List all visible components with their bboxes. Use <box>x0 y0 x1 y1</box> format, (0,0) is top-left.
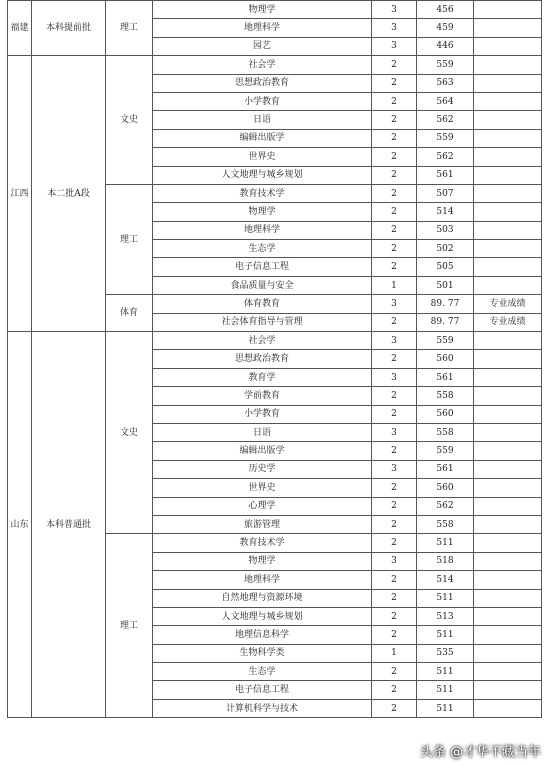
note-cell <box>474 644 542 662</box>
major-cell: 社会学 <box>153 56 372 74</box>
min-score-cell: 511 <box>417 589 474 607</box>
major-cell: 历史学 <box>153 460 372 478</box>
plan-count-cell: 2 <box>372 184 417 202</box>
note-cell <box>474 405 542 423</box>
note-cell <box>474 460 542 478</box>
min-score-cell: 561 <box>417 166 474 184</box>
min-score-cell: 563 <box>417 74 474 92</box>
major-cell: 日语 <box>153 423 372 441</box>
note-cell <box>474 699 542 717</box>
major-cell: 体育教育 <box>153 295 372 313</box>
note-cell <box>474 589 542 607</box>
min-score-cell: 559 <box>417 129 474 147</box>
major-cell: 食品质量与安全 <box>153 276 372 294</box>
major-cell: 小学教育 <box>153 405 372 423</box>
plan-count-cell: 3 <box>372 295 417 313</box>
plan-count-cell: 2 <box>372 148 417 166</box>
note-cell <box>474 479 542 497</box>
major-cell: 自然地理与资源环境 <box>153 589 372 607</box>
major-cell: 学前教育 <box>153 387 372 405</box>
plan-count-cell: 2 <box>372 350 417 368</box>
plan-count-cell: 2 <box>372 515 417 533</box>
plan-count-cell: 2 <box>372 92 417 110</box>
plan-count-cell: 2 <box>372 221 417 239</box>
min-score-cell: 561 <box>417 460 474 478</box>
major-cell: 思想政治教育 <box>153 350 372 368</box>
min-score-cell: 511 <box>417 681 474 699</box>
province-cell: 福建 <box>8 1 32 56</box>
category-cell: 文史 <box>106 56 153 185</box>
watermark: 头条 @才华不藏当年 <box>419 745 541 760</box>
min-score-cell: 501 <box>417 276 474 294</box>
note-cell <box>474 129 542 147</box>
category-cell: 文史 <box>106 332 153 534</box>
table-row <box>8 332 542 350</box>
province-cell: 山东 <box>8 332 32 718</box>
min-score-cell: 511 <box>417 534 474 552</box>
major-cell: 世界史 <box>153 148 372 166</box>
major-cell: 教育技术学 <box>153 534 372 552</box>
note-cell: 专业成绩 <box>474 295 542 313</box>
plan-count-cell: 2 <box>372 258 417 276</box>
min-score-cell: 503 <box>417 221 474 239</box>
plan-count-cell: 2 <box>372 534 417 552</box>
min-score-cell: 560 <box>417 350 474 368</box>
min-score-cell: 562 <box>417 111 474 129</box>
batch-cell: 本科普通批 <box>32 332 106 718</box>
min-score-cell: 511 <box>417 663 474 681</box>
note-cell <box>474 442 542 460</box>
category-cell: 体育 <box>106 295 153 332</box>
plan-count-cell: 2 <box>372 571 417 589</box>
plan-count-cell: 3 <box>372 37 417 55</box>
plan-count-cell: 2 <box>372 74 417 92</box>
plan-count-cell: 2 <box>372 203 417 221</box>
major-cell: 思想政治教育 <box>153 74 372 92</box>
major-cell: 地理科学 <box>153 571 372 589</box>
plan-count-cell: 2 <box>372 497 417 515</box>
min-score-cell: 502 <box>417 240 474 258</box>
note-cell <box>474 74 542 92</box>
note-cell <box>474 56 542 74</box>
plan-count-cell: 2 <box>372 166 417 184</box>
plan-count-cell: 3 <box>372 552 417 570</box>
note-cell <box>474 203 542 221</box>
plan-count-cell: 1 <box>372 644 417 662</box>
min-score-cell: 511 <box>417 626 474 644</box>
plan-count-cell: 2 <box>372 663 417 681</box>
category-cell: 理工 <box>106 184 153 294</box>
major-cell: 教育技术学 <box>153 184 372 202</box>
major-cell: 地理科学 <box>153 19 372 37</box>
min-score-cell: 507 <box>417 184 474 202</box>
plan-count-cell: 2 <box>372 699 417 717</box>
plan-count-cell: 3 <box>372 332 417 350</box>
min-score-cell: 513 <box>417 607 474 625</box>
major-cell: 编辑出版学 <box>153 129 372 147</box>
min-score-cell: 535 <box>417 644 474 662</box>
min-score-cell: 89. 77 <box>417 313 474 331</box>
plan-count-cell: 3 <box>372 368 417 386</box>
note-cell <box>474 240 542 258</box>
major-cell: 教育学 <box>153 368 372 386</box>
note-cell <box>474 258 542 276</box>
major-cell: 地理科学 <box>153 221 372 239</box>
note-cell <box>474 497 542 515</box>
plan-count-cell: 2 <box>372 387 417 405</box>
min-score-cell: 560 <box>417 479 474 497</box>
province-cell: 江西 <box>8 56 32 332</box>
major-cell: 小学教育 <box>153 92 372 110</box>
plan-count-cell: 3 <box>372 423 417 441</box>
major-cell: 人文地理与城乡规划 <box>153 607 372 625</box>
note-cell <box>474 332 542 350</box>
note-cell <box>474 552 542 570</box>
note-cell: 专业成绩 <box>474 313 542 331</box>
major-cell: 旅游管理 <box>153 515 372 533</box>
major-cell: 生态学 <box>153 663 372 681</box>
note-cell <box>474 515 542 533</box>
note-cell <box>474 350 542 368</box>
note-cell <box>474 571 542 589</box>
min-score-cell: 562 <box>417 497 474 515</box>
plan-count-cell: 2 <box>372 442 417 460</box>
major-cell: 计算机科学与技术 <box>153 699 372 717</box>
min-score-cell: 559 <box>417 442 474 460</box>
note-cell <box>474 92 542 110</box>
plan-count-cell: 3 <box>372 460 417 478</box>
table-row <box>8 56 542 74</box>
note-cell <box>474 184 542 202</box>
min-score-cell: 562 <box>417 148 474 166</box>
min-score-cell: 459 <box>417 19 474 37</box>
batch-cell: 本二批A段 <box>32 56 106 332</box>
min-score-cell: 505 <box>417 258 474 276</box>
note-cell <box>474 148 542 166</box>
note-cell <box>474 1 542 19</box>
min-score-cell: 561 <box>417 368 474 386</box>
min-score-cell: 511 <box>417 699 474 717</box>
note-cell <box>474 663 542 681</box>
plan-count-cell: 2 <box>372 626 417 644</box>
plan-count-cell: 1 <box>372 276 417 294</box>
category-cell: 理工 <box>106 534 153 718</box>
plan-count-cell: 2 <box>372 681 417 699</box>
table-row <box>8 1 542 19</box>
plan-count-cell: 2 <box>372 56 417 74</box>
min-score-cell: 558 <box>417 387 474 405</box>
plan-count-cell: 3 <box>372 19 417 37</box>
major-cell: 电子信息工程 <box>153 258 372 276</box>
min-score-cell: 456 <box>417 1 474 19</box>
note-cell <box>474 534 542 552</box>
major-cell: 生物科学类 <box>153 644 372 662</box>
min-score-cell: 89. 77 <box>417 295 474 313</box>
note-cell <box>474 387 542 405</box>
major-cell: 社会体育指导与管理 <box>153 313 372 331</box>
min-score-cell: 446 <box>417 37 474 55</box>
major-cell: 园艺 <box>153 37 372 55</box>
major-cell: 物理学 <box>153 552 372 570</box>
major-cell: 电子信息工程 <box>153 681 372 699</box>
note-cell <box>474 368 542 386</box>
plan-count-cell: 2 <box>372 479 417 497</box>
note-cell <box>474 626 542 644</box>
min-score-cell: 564 <box>417 92 474 110</box>
plan-count-cell: 3 <box>372 1 417 19</box>
note-cell <box>474 166 542 184</box>
note-cell <box>474 607 542 625</box>
major-cell: 人文地理与城乡规划 <box>153 166 372 184</box>
major-cell: 心理学 <box>153 497 372 515</box>
min-score-cell: 559 <box>417 332 474 350</box>
note-cell <box>474 37 542 55</box>
major-cell: 物理学 <box>153 203 372 221</box>
note-cell <box>474 221 542 239</box>
major-cell: 生态学 <box>153 240 372 258</box>
plan-count-cell: 2 <box>372 405 417 423</box>
major-cell: 社会学 <box>153 332 372 350</box>
major-cell: 地理信息科学 <box>153 626 372 644</box>
min-score-cell: 560 <box>417 405 474 423</box>
note-cell <box>474 19 542 37</box>
min-score-cell: 559 <box>417 56 474 74</box>
plan-count-cell: 2 <box>372 607 417 625</box>
min-score-cell: 518 <box>417 552 474 570</box>
min-score-cell: 514 <box>417 203 474 221</box>
major-cell: 编辑出版学 <box>153 442 372 460</box>
plan-count-cell: 2 <box>372 313 417 331</box>
admission-score-table <box>7 0 542 718</box>
plan-count-cell: 2 <box>372 240 417 258</box>
plan-count-cell: 2 <box>372 111 417 129</box>
note-cell <box>474 111 542 129</box>
min-score-cell: 558 <box>417 423 474 441</box>
batch-cell: 本科提前批 <box>32 1 106 56</box>
note-cell <box>474 423 542 441</box>
note-cell <box>474 681 542 699</box>
plan-count-cell: 2 <box>372 589 417 607</box>
min-score-cell: 514 <box>417 571 474 589</box>
major-cell: 物理学 <box>153 1 372 19</box>
category-cell: 理工 <box>106 1 153 56</box>
major-cell: 世界史 <box>153 479 372 497</box>
note-cell <box>474 276 542 294</box>
major-cell: 日语 <box>153 111 372 129</box>
min-score-cell: 558 <box>417 515 474 533</box>
plan-count-cell: 2 <box>372 129 417 147</box>
